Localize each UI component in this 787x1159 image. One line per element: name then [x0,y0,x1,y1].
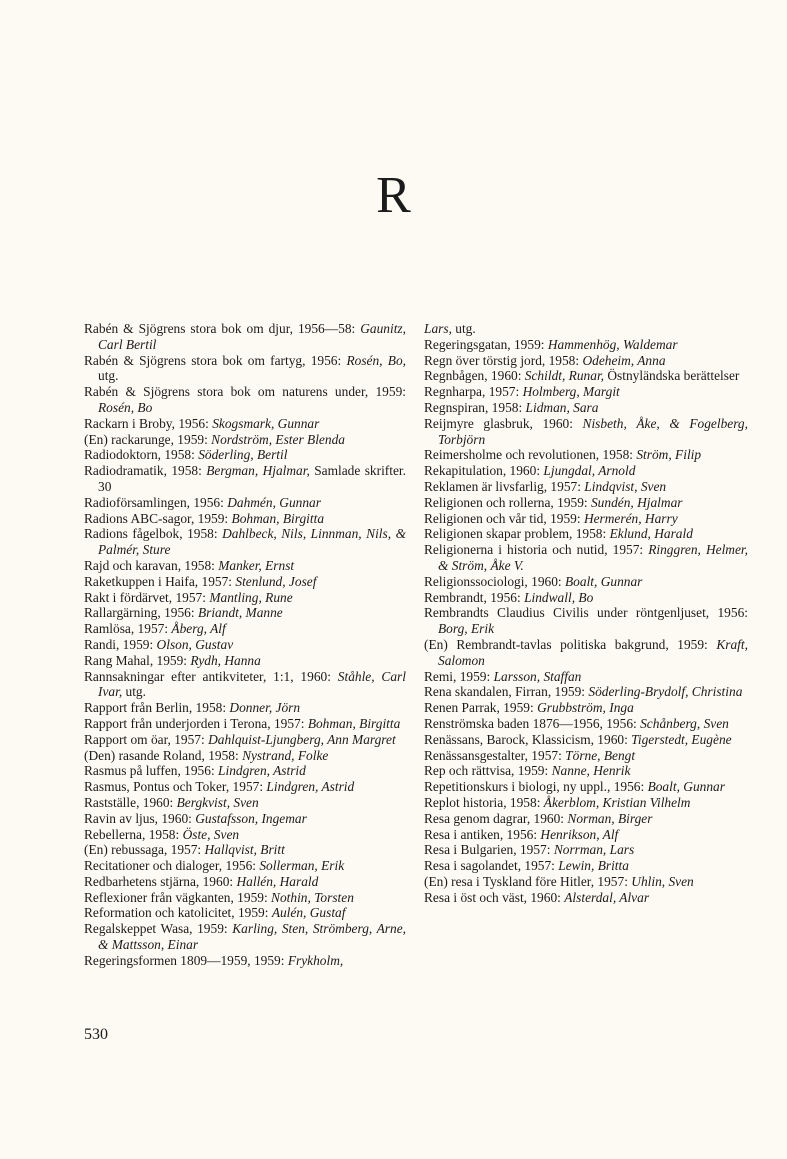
entry-title: Recitationer och dialoger, 1956: [84,858,256,874]
entry-author: Hermerén, Harry [583,510,678,526]
index-entry [84,574,406,590]
entry-author: Borg, Erik [438,621,495,637]
index-entry [424,384,748,400]
index-entry [424,526,748,542]
entry-author: Sollerman, Erik [259,858,345,874]
index-entry [84,874,406,890]
index-entry [424,416,748,448]
index-entry [424,716,748,732]
entry-title: Radiodramatik, 1958: [84,463,202,479]
entry-author: Karling, Sten, Strömberg, Arne, & Mattsson, Einar [98,921,406,953]
index-entry [424,353,748,369]
entry-title: Radiodoktorn, 1958: [84,447,195,463]
index-entry [424,827,748,843]
entry-author: Dahmén, Gunnar [227,494,321,510]
entry-author: Odeheim, Anna [582,352,666,368]
index-entry [424,337,748,353]
entry-author: Lidman, Sara [525,399,599,415]
index-entry [424,368,748,384]
index-entry [84,732,406,748]
entry-author: Briandt, Manne [197,605,283,621]
entry-title: Radioförsamlingen, 1956: [84,494,224,510]
entry-author: Olson, Gustav [156,636,234,652]
index-entry [424,669,748,685]
entry-title: Regeringsgatan, 1959: [424,336,545,352]
entry-author: Lars, [424,321,452,336]
entry-title: Radions ABC-sagor, 1959: [84,510,229,526]
entry-author: Lindqvist, Sven [584,478,667,494]
entry-author: Ringgren, Helmer, & Ström, Åke V. [438,542,748,573]
entry-title: Rembrandt, 1956: [424,589,521,605]
index-entry [424,605,748,637]
index-entry [84,763,406,779]
index-entry [84,495,406,511]
index-entry [84,590,406,606]
entry-author: Mantling, Rune [209,589,293,605]
entry-author: Lindgren, Astrid [218,763,306,779]
index-entry [84,921,406,953]
index-entry [424,479,748,495]
entry-title: Randi, 1959: [84,636,154,652]
entry-title: Rapport om öar, 1957: [84,731,205,747]
entry-title: Rabén & Sjögrens stora bok om djur, 1956—58: [84,321,356,336]
index-entry [84,463,406,495]
page-number: 530 [84,1026,108,1043]
index-entry [424,874,748,890]
entry-title: Resa i sagolandet, 1957: [424,858,555,874]
index-entry [84,905,406,921]
entry-author: Grubbström, Inga [537,700,634,716]
entry-title: Reklamen är livsfarlig, 1957: [424,478,581,494]
entry-author: Dahlbeck, Nils, Linnman, Nils, & Palmér, Sture [98,526,406,558]
entry-title: Rep och rättvisa, 1959: [424,763,549,779]
index-entry [84,384,406,416]
index-entry [424,748,748,764]
entry-author: Holmberg, Margit [522,384,620,400]
left-index-column [84,321,406,969]
entry-author: Norman, Birger [567,810,653,826]
entry-title: Regn över törstig jord, 1958: [424,352,580,368]
entry-title: Rebellerna, 1958: [84,826,180,842]
entry-title: Repetitionskurs i biologi, ny uppl., 1956: [424,779,645,795]
right-index-column [424,321,748,905]
entry-title: Regeringsformen 1809—1959, 1959: [84,952,285,968]
index-entry [84,637,406,653]
entry-author: Henrikson, Alf [540,826,619,842]
entry-author: Kraft, Salomon [438,636,748,668]
entry-note: utg. [98,368,119,384]
entry-title: Rang Mahal, 1959: [84,652,188,668]
entry-author: Bohman, Birgitta [307,715,401,731]
entry-author: Åberg, Alf [171,621,226,637]
index-entry [424,795,748,811]
entry-author: Stenlund, Josef [235,573,317,589]
index-entry [424,732,748,748]
index-entry [84,432,406,448]
entry-author: Åkerblom, Kristian Vilhelm [543,794,691,810]
entry-title: Renässansgestalter, 1957: [424,747,562,763]
entry-author: Ljungdal, Arnold [543,463,636,479]
entry-title: (En) rebussaga, 1957: [84,842,202,858]
index-entry [424,400,748,416]
entry-title: Regnspiran, 1958: [424,399,523,415]
index-entry [84,953,406,969]
index-entry [424,811,748,827]
entry-title: Regnbågen, 1960: [424,368,522,384]
index-entry [84,416,406,432]
index-entry [84,353,406,385]
entry-title: Religionen och rollerna, 1959: [424,494,588,510]
index-entry [84,447,406,463]
entry-author: Alsterdal, Alvar [564,889,650,905]
entry-note: utg. [122,684,146,700]
entry-author: Rydh, Hanna [190,652,261,668]
entry-title: Resa i öst och väst, 1960: [424,889,561,905]
index-entry [84,558,406,574]
entry-title: Renströmska baden 1876—1956, 1956: [424,715,637,731]
entry-title: Rannsakningar efter antikviteter, 1:1, 1960: [84,668,331,684]
index-entry [424,447,748,463]
entry-title: Resa genom dagrar, 1960: [424,810,565,826]
entry-author: Boalt, Gunnar [647,779,725,795]
index-entry [84,669,406,701]
index-entry [84,890,406,906]
entry-author: Rosén, Bo [98,399,153,415]
entry-title: Reimersholme och revolutionen, 1958: [424,447,633,463]
entry-title: Rekapitulation, 1960: [424,463,541,479]
entry-title: Rembrandts Claudius Civilis under röntgenljuset, 1956: [424,605,748,621]
section-letter-heading: R [376,167,411,224]
entry-author: Norrman, Lars [553,842,635,858]
entry-author: Donner, Jörn [229,700,301,716]
entry-author: Lindwall, Bo [524,589,594,605]
entry-title: (Den) rasande Roland, 1958: [84,747,239,763]
entry-author: Nystrand, Folke [242,747,329,763]
index-entry [84,842,406,858]
entry-author: Hallén, Harald [236,873,319,889]
entry-title: Reformation och katolicitet, 1959: [84,905,269,921]
entry-title: Rastställe, 1960: [84,794,174,810]
entry-title: Remi, 1959: [424,668,491,684]
entry-title: Rapport från underjorden i Terona, 1957: [84,715,305,731]
entry-author: Manker, Ernst [218,557,295,573]
index-entry [84,716,406,732]
index-entry [84,526,406,558]
entry-author: Skogsmark, Gunnar [212,415,320,431]
entry-title: Ramlösa, 1957: [84,621,169,637]
index-entry [84,321,406,353]
entry-title: Rabén & Sjögrens stora bok om naturens under, 1959: [84,384,406,400]
entry-title: Religionerna i historia och nutid, 1957: [424,542,644,558]
index-entry [84,795,406,811]
index-entry [84,653,406,669]
entry-title: Redbarhetens stjärna, 1960: [84,873,234,889]
entry-author: Nisbeth, Åke, & Fogelberg, Torbjörn [438,415,748,447]
entry-author: Ström, Filip [636,447,702,463]
entry-title: Rackarn i Broby, 1956: [84,415,209,431]
entry-author: Öste, Sven [182,826,240,842]
entry-title: Religionen skapar problem, 1958: [424,526,607,542]
entry-title: Rena skandalen, Firran, 1959: [424,684,586,700]
entry-author: Törne, Bengt [565,747,636,763]
index-entry [84,605,406,621]
index-entry [424,511,748,527]
entry-title: Radions fågelbok, 1958: [84,526,218,542]
entry-author: Söderling, Bertil [198,447,288,463]
entry-title: Resa i antiken, 1956: [424,826,538,842]
entry-title: Religionssociologi, 1960: [424,573,562,589]
index-entry [84,811,406,827]
entry-author: Lindgren, Astrid [266,779,355,795]
entry-title: Replot historia, 1958: [424,794,541,810]
entry-title: Rallargärning, 1956: [84,605,195,621]
entry-author: Sundén, Hjalmar [590,494,683,510]
index-entry [424,463,748,479]
entry-author: Rosén, Bo, [346,352,406,368]
entry-author: Hallqvist, Britt [204,842,285,858]
entry-author: Larsson, Staffan [493,668,582,684]
index-entry [84,779,406,795]
index-entry [424,858,748,874]
entry-author: Eklund, Harald [609,526,693,542]
entry-author: Hammenhög, Waldemar [547,336,678,352]
index-entry [424,763,748,779]
entry-author: Tigerstedt, Eugène [631,731,732,747]
entry-title: Resa i Bulgarien, 1957: [424,842,551,858]
entry-title: Rasmus på luffen, 1956: [84,763,215,779]
entry-author: Boalt, Gunnar [565,573,643,589]
entry-author: Bergkvist, Sven [176,794,259,810]
entry-author: Bergman, Hjalmar, [206,463,310,479]
index-entry [424,590,748,606]
entry-author: Ståhle, Carl Ivar, [98,668,406,700]
index-entry [424,779,748,795]
entry-author: Bohman, Birgitta [231,510,325,526]
entry-author: Lewin, Britta [558,858,629,874]
entry-author: Nordström, Ester Blenda [211,431,345,447]
index-entry [424,495,748,511]
entry-author: Gustafsson, Ingemar [195,810,307,826]
index-entry [424,542,748,574]
entry-title: (En) Rembrandt-tavlas politiska bakgrund, 1959: [424,636,708,652]
entry-note: Östnyländska berättelser [604,368,740,384]
entry-author: Söderling-Brydolf, Christina [588,684,743,700]
index-entry [424,684,748,700]
entry-title: Reijmyre glasbruk, 1960: [424,415,573,431]
entry-author: Nothin, Torsten [271,889,354,905]
entry-title: (En) rackarunge, 1959: [84,431,208,447]
entry-title: Raketkuppen i Haifa, 1957: [84,573,233,589]
index-entry [84,748,406,764]
index-entry [424,574,748,590]
entry-title: Renen Parrak, 1959: [424,700,534,716]
entry-title: Rajd och karavan, 1958: [84,557,215,573]
index-entry [84,621,406,637]
entry-author: Schildt, Runar, [524,368,605,384]
entry-author: Aulén, Gustaf [271,905,346,921]
index-entry [84,827,406,843]
index-entry [424,637,748,669]
entry-title: Ravin av ljus, 1960: [84,810,192,826]
index-entry [84,511,406,527]
entry-note: utg. [451,321,476,336]
entry-title: Regalskeppet Wasa, 1959: [84,921,228,937]
entry-title: Reflexioner från vägkanten, 1959: [84,889,268,905]
index-entry [424,700,748,716]
entry-author: Frykholm, [287,952,344,968]
entry-title: Rabén & Sjögrens stora bok om fartyg, 1956: [84,352,342,368]
entry-title: Regnharpa, 1957: [424,384,520,400]
entry-title: Rapport från Berlin, 1958: [84,700,227,716]
index-entry [424,890,748,906]
index-entry [84,858,406,874]
entry-note: Samlade skrifter. 30 [98,463,406,494]
entry-author: Gaunitz, Carl Bertil [98,321,406,352]
entry-author: Dahlquist-Ljungberg, Ann Margret [208,731,396,747]
index-entry [424,842,748,858]
entry-author: Uhlin, Sven [631,873,694,889]
entry-author: Schånberg, Sven [640,715,729,731]
entry-title: Rasmus, Pontus och Toker, 1957: [84,779,264,795]
entry-title: Religionen och vår tid, 1959: [424,510,581,526]
continued-entry [424,321,748,337]
index-entry [84,700,406,716]
entry-title: (En) resa i Tyskland före Hitler, 1957: [424,873,628,889]
entry-title: Renässans, Barock, Klassicism, 1960: [424,731,628,747]
entry-author: Nanne, Henrik [551,763,631,779]
entry-title: Rakt i fördärvet, 1957: [84,589,206,605]
